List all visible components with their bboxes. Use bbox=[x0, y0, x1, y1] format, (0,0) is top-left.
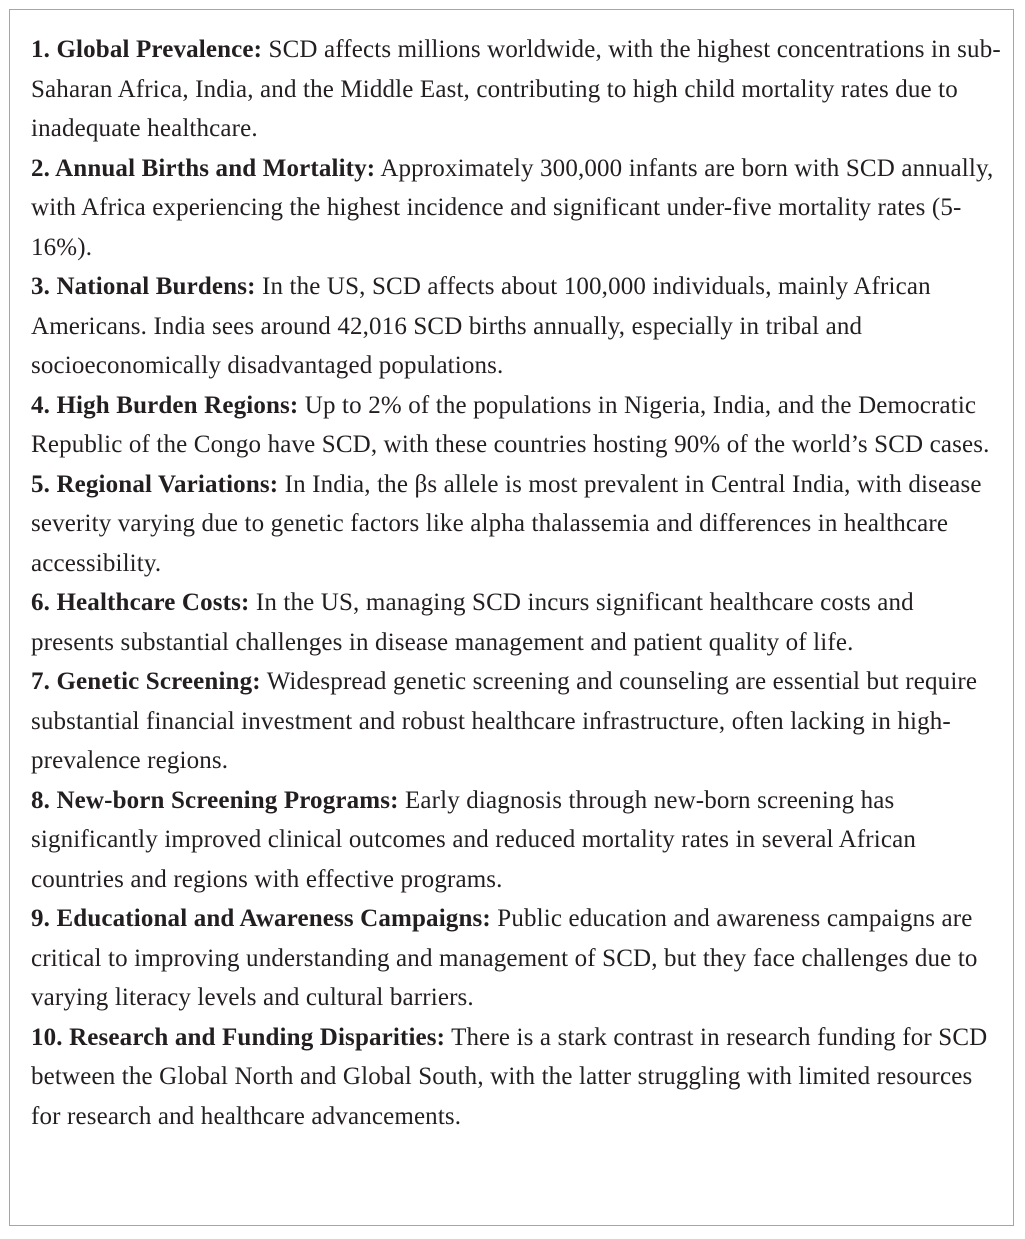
list-item-education-campaigns bbox=[31, 899, 1003, 1018]
list-item-funding-disparities bbox=[31, 1018, 1003, 1137]
item-heading: 9. Educational and Awareness Campaigns: bbox=[31, 905, 491, 932]
item-text: There is a stark contrast in research funding for SCD between the Global North and Global South, with the latter struggling with limited resources for research and healthcare advancements. bbox=[31, 1023, 988, 1130]
content-box bbox=[9, 9, 1014, 1226]
list-item-genetic-screening bbox=[31, 662, 1003, 781]
item-text: Widespread genetic screening and counseling are essential but require substantial financial investment and robust healthcare infrastructure, often lacking in high-prevalence regions. bbox=[31, 668, 978, 774]
item-heading: 6. Healthcare Costs: bbox=[31, 589, 250, 616]
item-heading: 1. Global Prevalence: bbox=[31, 36, 263, 63]
list-item-healthcare-costs bbox=[31, 583, 1003, 662]
item-text: Public education and awareness campaigns are critical to improving understanding and management of SCD, but they face challenges due to varying literacy levels and cultural barriers. bbox=[31, 905, 978, 1011]
item-heading: 3. National Burdens: bbox=[31, 273, 256, 300]
list-item-global-prevalence bbox=[31, 30, 1003, 149]
list-item-national-burdens bbox=[31, 267, 1003, 386]
item-text: Up to 2% of the populations in Nigeria, India, and the Democratic Republic of the Congo have SCD, with these countries hosting 90% of the world’s SCD cases. bbox=[31, 391, 990, 458]
item-text: Early diagnosis through new-born screening has significantly improved clinical outcomes and reduced mortality rates in several African countries and regions with effective programs. bbox=[31, 786, 916, 893]
item-text: In the US, managing SCD incurs significant healthcare costs and presents substantial challenges in disease management and patient quality of life. bbox=[31, 589, 914, 656]
item-text: In the US, SCD affects about 100,000 individuals, mainly African Americans. India sees around 42,016 SCD births annually, especially in tribal and socioeconomically disadvantaged populations. bbox=[31, 273, 931, 379]
item-heading: 7. Genetic Screening: bbox=[31, 668, 261, 695]
item-heading: 10. Research and Funding Disparities: bbox=[31, 1023, 446, 1051]
item-text: Approximately 300,000 infants are born with SCD annually, with Africa experiencing the highest incidence and significant under-five mortality rates (5-16%). bbox=[31, 154, 994, 261]
item-text: In India, the βs allele is most prevalent in Central India, with disease severity varying due to genetic factors like alpha thalassemia and differences in healthcare accessibility. bbox=[31, 470, 982, 577]
list-item-regional-variations bbox=[31, 465, 1003, 584]
list-item-annual-births bbox=[31, 149, 1003, 268]
item-heading: 5. Regional Variations: bbox=[31, 470, 279, 498]
list-item-newborn-screening bbox=[31, 781, 1003, 900]
list-item-high-burden-regions bbox=[31, 386, 1003, 465]
item-heading: 8. New-born Screening Programs: bbox=[31, 786, 399, 814]
item-heading: 4. High Burden Regions: bbox=[31, 391, 299, 419]
item-heading: 2. Annual Births and Mortality: bbox=[31, 154, 376, 182]
item-text: SCD affects millions worldwide, with the highest concentrations in sub-Saharan Africa, India, and the Middle East, contributing to high child mortality rates due to inadequate healthcare. bbox=[31, 36, 1001, 142]
key-points-list bbox=[31, 30, 1003, 1136]
